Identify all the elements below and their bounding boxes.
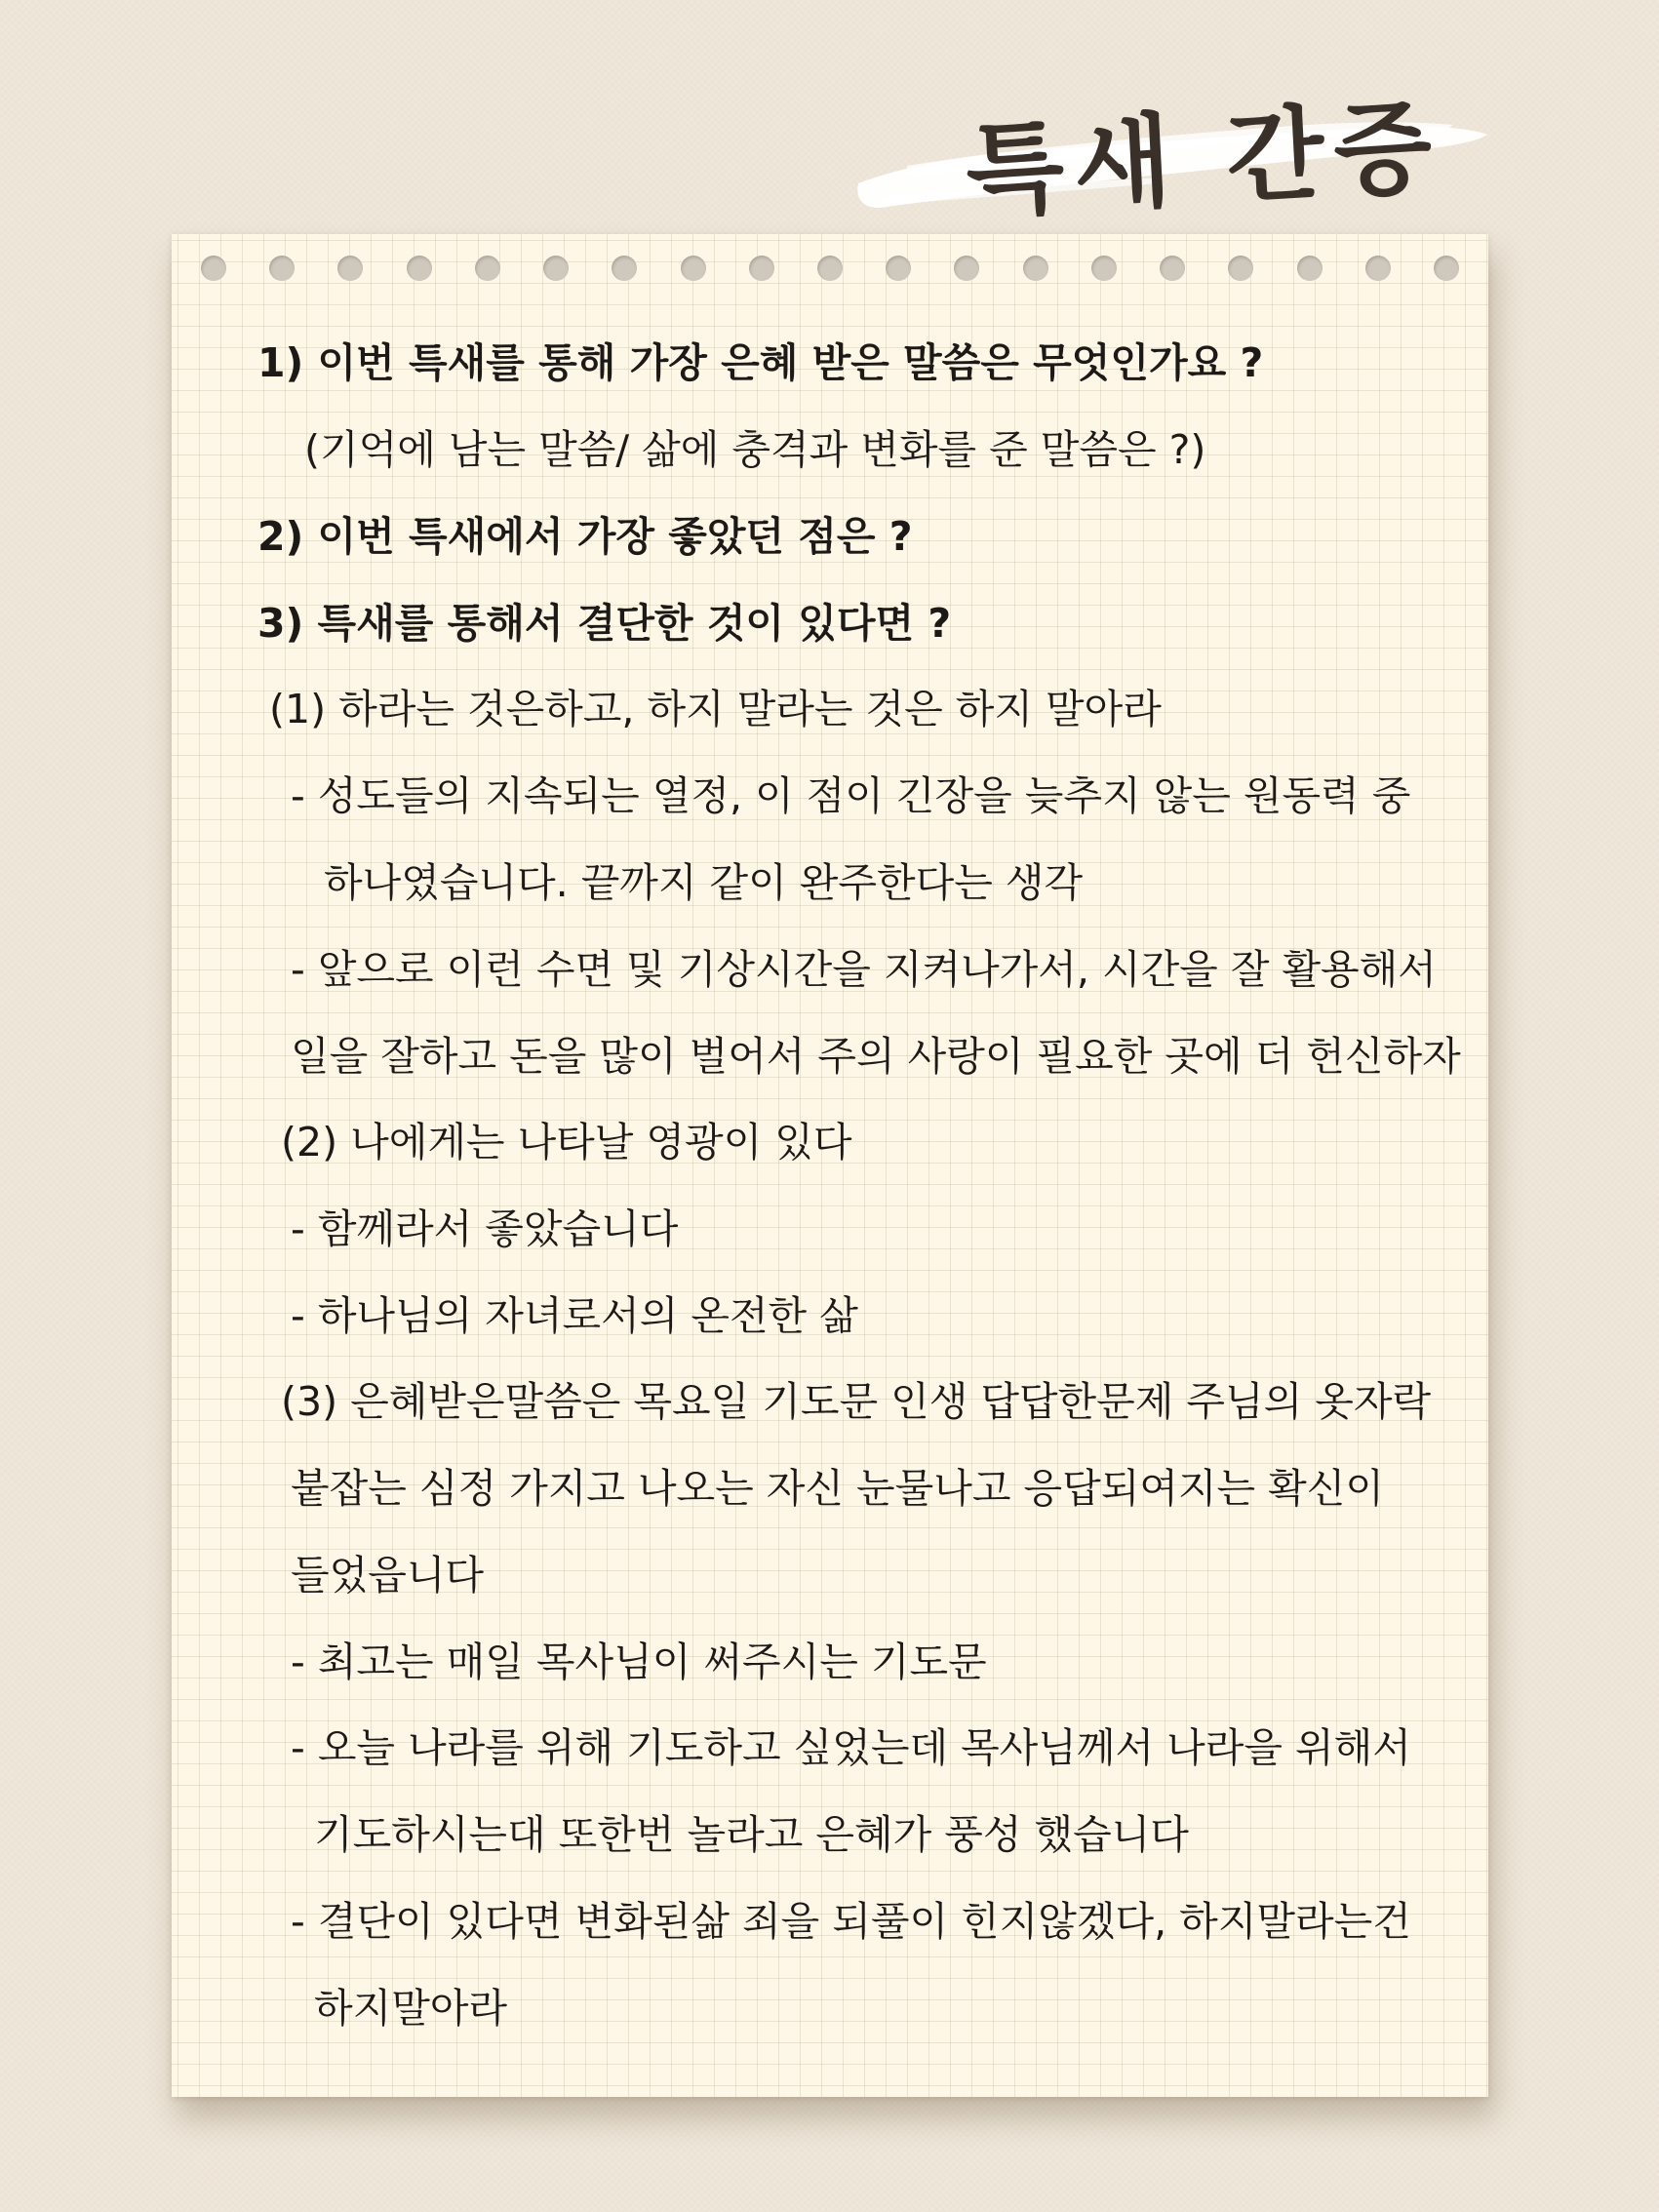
answer-line: 붙잡는 심정 가지고 나오는 자신 눈물나고 응답되여지는 확신이 — [291, 1465, 1384, 1512]
answer-line: 하나였습니다. 끝까지 같이 완주한다는 생각 — [324, 859, 1084, 906]
question-1-note: (기억에 남는 말씀/ 삶에 충격과 변화를 준 말씀은 ?) — [304, 426, 1206, 473]
answer-line: 들었읍니다 — [291, 1552, 485, 1599]
page-title: 특새 간증 — [963, 87, 1445, 231]
answer-line: 기도하시는대 또한번 놀라고 은혜가 풍성 했습니다 — [314, 1811, 1189, 1858]
question-1: 1) 이번 특새를 통해 가장 은혜 받은 말씀은 무엇인가요 ? — [257, 339, 1264, 386]
notebook-paper — [172, 234, 1488, 2097]
answer-line: - 성도들의 지속되는 열정, 이 점이 긴장을 늦추지 않는 원동력 중 — [291, 772, 1411, 819]
answer-line: - 함께라서 좋았습니다 — [291, 1205, 679, 1252]
answer-line: - 하나님의 자녀로서의 온전한 삶 — [291, 1292, 858, 1339]
answer-heading-3: (3) 은혜받은말씀은 목요일 기도문 인생 답답한문제 주님의 옷자락 — [281, 1378, 1432, 1425]
answer-line: - 앞으로 이런 수면 및 기상시간을 지켜나가서, 시간을 잘 활용해서 — [291, 946, 1437, 993]
title-banner — [849, 68, 1492, 231]
answer-line: - 오늘 나라를 위해 기도하고 싶었는데 목사님께서 나라을 위해서 — [291, 1724, 1411, 1771]
answer-line: 일을 잘하고 돈을 많이 벌어서 주의 사랑이 필요한 곳에 더 헌신하자 — [291, 1033, 1461, 1080]
answer-line: 하지말아라 — [314, 1985, 508, 2032]
answer-line: - 결단이 있다면 변화된삶 죄을 되풀이 힌지않겠다, 하지말라는건 — [291, 1898, 1411, 1945]
answer-heading-2: (2) 나에게는 나타날 영광이 있다 — [281, 1119, 852, 1165]
question-2: 2) 이번 특새에서 가장 좋았던 점은 ? — [257, 513, 913, 560]
testimony-text — [172, 234, 1488, 2097]
question-3: 3) 특새를 통해서 결단한 것이 있다면 ? — [257, 600, 952, 647]
answer-line: - 최고는 매일 목사님이 써주시는 기도문 — [291, 1639, 987, 1685]
answer-heading-1: (1) 하라는 것은하고, 하지 말라는 것은 하지 말아라 — [269, 686, 1162, 732]
